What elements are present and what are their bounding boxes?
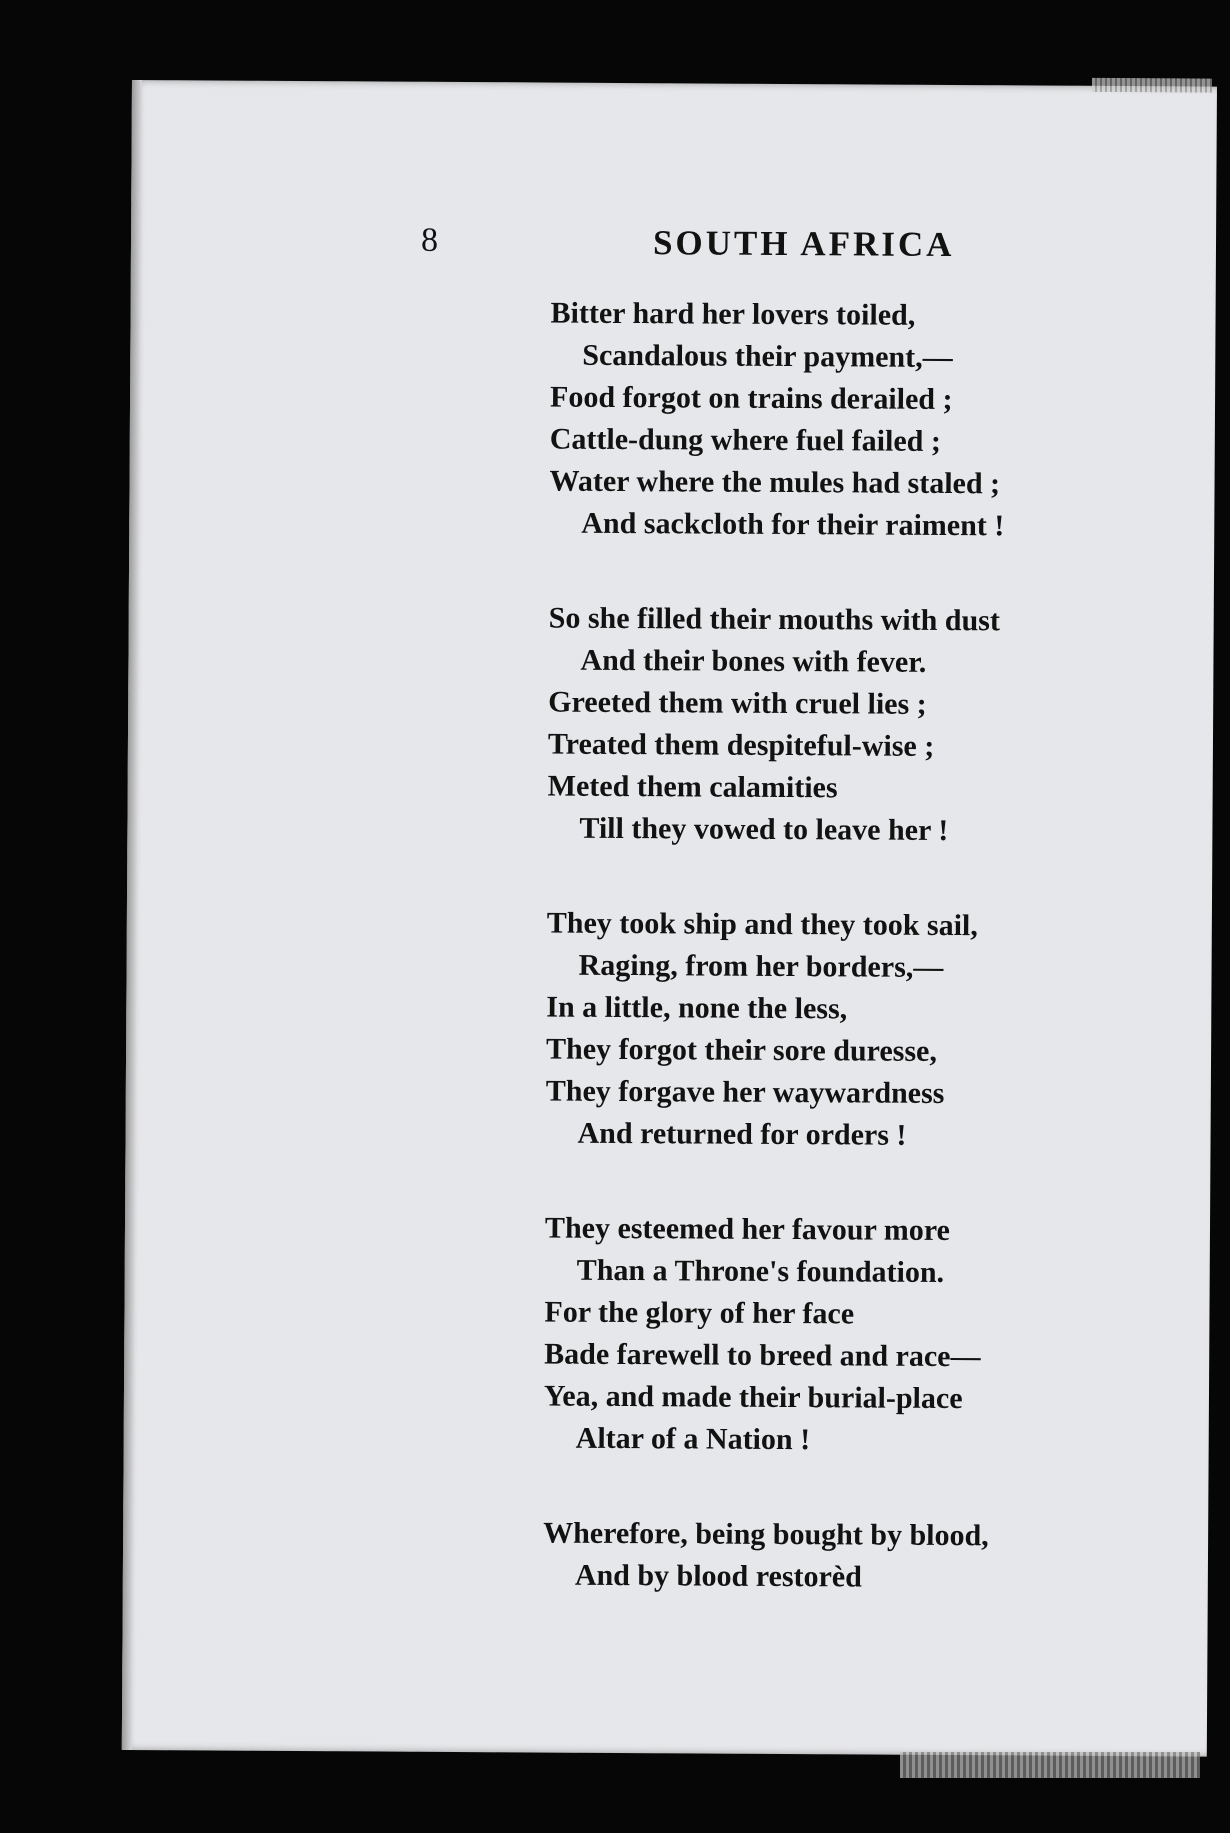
running-title: SOUTH AFRICA (652, 223, 955, 265)
stanza (543, 1513, 1204, 1601)
poem-line: Altar of a Nation ! (575, 1421, 811, 1457)
poem-line: In a little, none the less, (546, 990, 848, 1026)
poem-line: Bade farewell to breed and race— (544, 1337, 981, 1374)
poem-line: They forgot their sore duresse, (545, 1032, 937, 1068)
poem-line: Scandalous their payment,— (582, 338, 953, 375)
poem-line: Treated them despiteful-wise ; (547, 727, 935, 763)
scan-edge-strip (900, 1752, 1200, 1778)
stanza (549, 293, 1211, 549)
poem-line: And their bones with fever. (580, 643, 927, 679)
poem-line: Till they vowed to leave her ! (579, 811, 949, 848)
poem-line: They took ship and they took sail, (546, 906, 978, 943)
poem-line: Than a Throne's foundation. (576, 1253, 945, 1289)
poem-line: Raging, from her borders,— (578, 948, 944, 984)
book-page (122, 80, 1217, 1757)
poem-line: They esteemed her favour more (544, 1211, 951, 1248)
page-number: 8 (420, 221, 439, 259)
stanza (547, 598, 1209, 854)
poem-line: Cattle-dung where fuel failed ; (549, 422, 941, 458)
poem-line: And by blood restorèd (574, 1558, 862, 1594)
stanza (544, 1208, 1206, 1464)
poem-body (542, 293, 1210, 1654)
poem-line: Bitter hard her lovers toiled, (550, 296, 916, 332)
poem-line: Wherefore, being bought by blood, (543, 1516, 989, 1553)
poem-line: Yea, and made their burial-place (543, 1379, 963, 1416)
poem-line: Meted them calamities (547, 769, 838, 805)
poem-line: They forgave her waywardness (545, 1074, 945, 1110)
poem-line: For the glory of her face (544, 1295, 855, 1331)
stanza (545, 903, 1207, 1159)
poem-line: And sackcloth for their raiment ! (581, 506, 1005, 543)
poem-line: And returned for orders ! (577, 1116, 907, 1152)
poem-line: Greeted them with cruel lies ; (548, 685, 927, 721)
poem-line: So she filled their mouths with dust (548, 601, 1001, 638)
poem-line: Water where the mules had staled ; (549, 464, 1001, 501)
poem-line: Food forgot on trains derailed ; (549, 380, 953, 417)
